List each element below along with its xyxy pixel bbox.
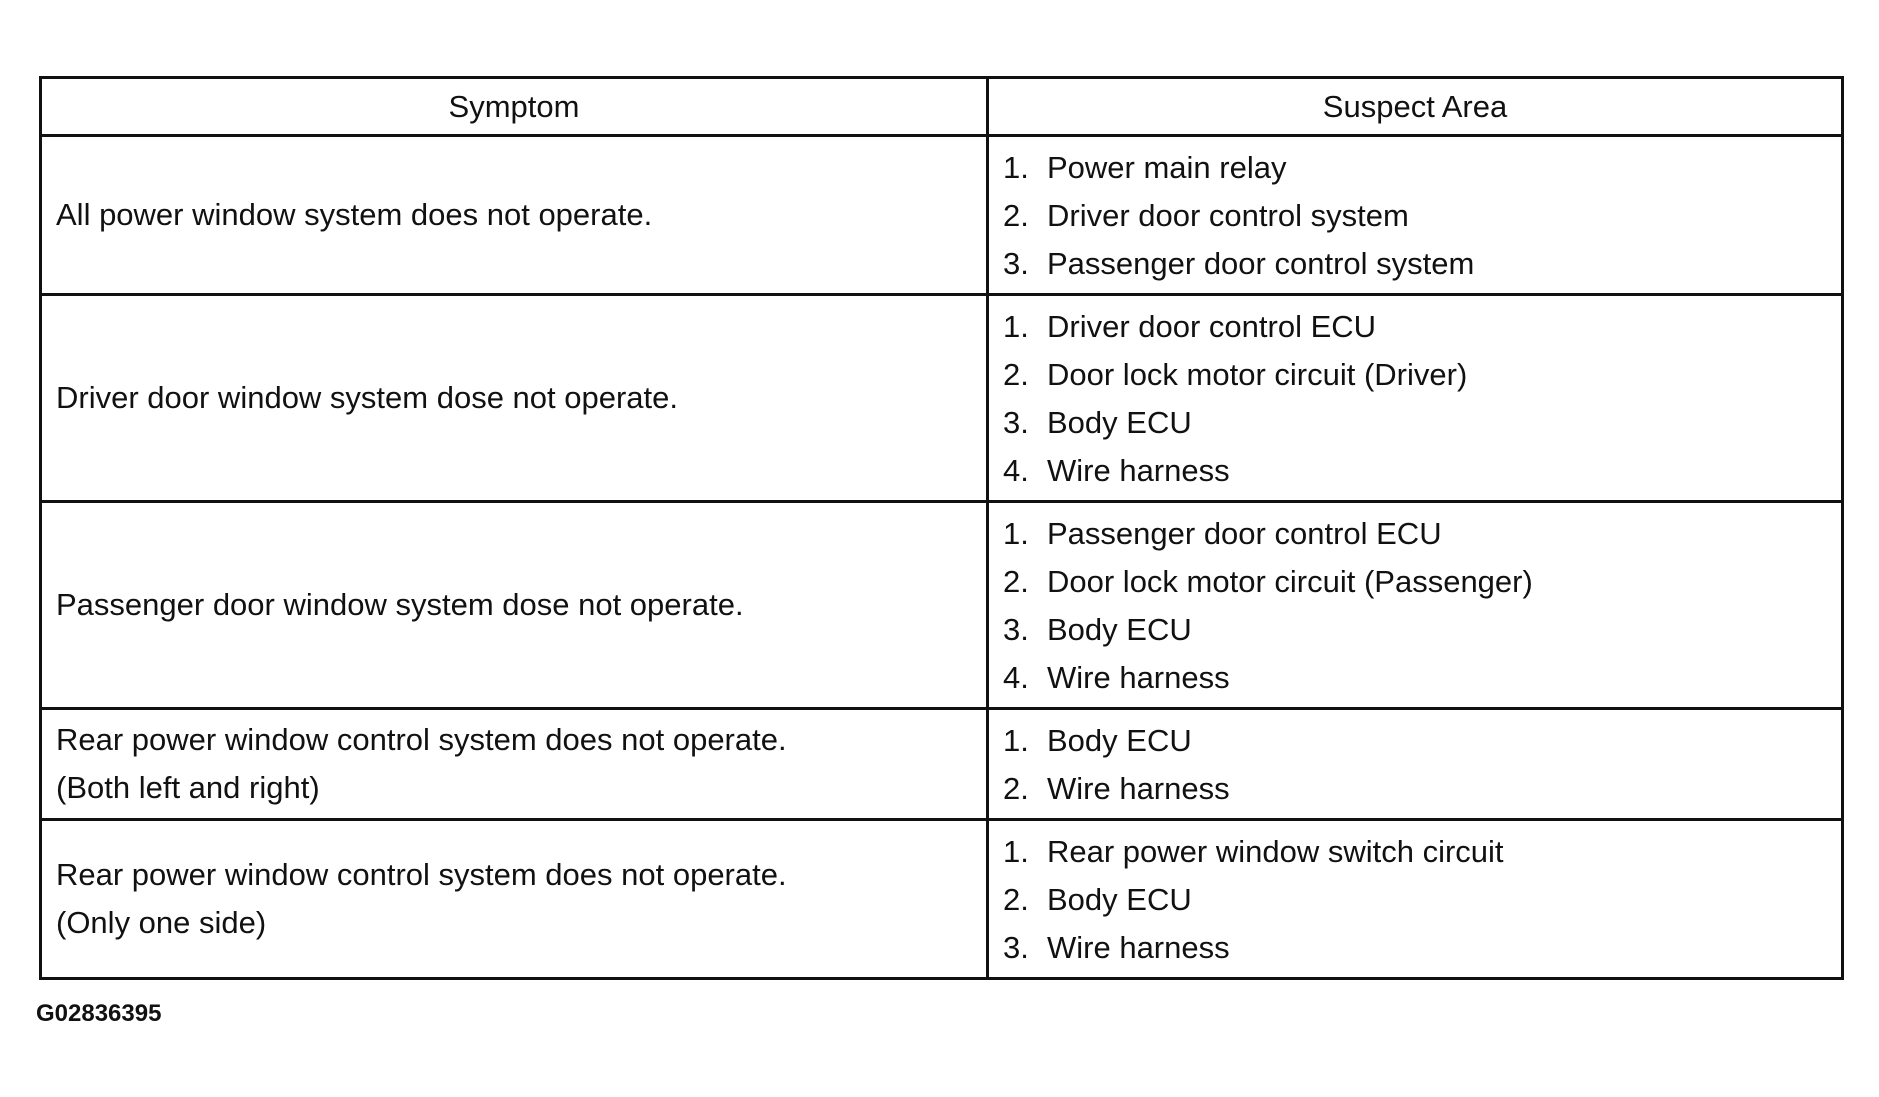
symptom-cell: [41, 136, 988, 295]
symptom-note: (Only one side): [56, 905, 267, 940]
figure-id-label: G02836395: [36, 1000, 162, 1027]
item-number: 1.: [1003, 723, 1029, 758]
symptom-text: Rear power window control system does not operate.: [56, 857, 787, 892]
item-number: 2.: [1003, 198, 1029, 233]
item-number: 4.: [1003, 660, 1029, 695]
suspect-item: [1003, 240, 1827, 288]
item-text: Wire harness: [1047, 453, 1230, 488]
suspect-area-cell: [988, 709, 1843, 820]
suspect-item: [1003, 351, 1827, 399]
suspect-item: [1003, 399, 1827, 447]
suspect-item: [1003, 765, 1827, 813]
suspect-item: [1003, 192, 1827, 240]
table-row: [41, 295, 1843, 502]
suspect-item: [1003, 510, 1827, 558]
item-number: 2.: [1003, 882, 1029, 917]
header-symptom: Symptom: [41, 78, 988, 136]
item-number: 3.: [1003, 612, 1029, 647]
item-number: 1.: [1003, 834, 1029, 869]
suspect-item: [1003, 876, 1827, 924]
symptom-cell: [41, 502, 988, 709]
suspect-item: [1003, 606, 1827, 654]
symptom-text: All power window system does not operate.: [56, 197, 653, 232]
item-text: Body ECU: [1047, 882, 1192, 917]
suspect-area-cell: [988, 502, 1843, 709]
item-text: Body ECU: [1047, 723, 1192, 758]
item-text: Passenger door control system: [1047, 246, 1475, 281]
symptom-note: (Both left and right): [56, 770, 320, 805]
symptom-cell: [41, 709, 988, 820]
symptom-text: Driver door window system dose not operate.: [56, 380, 679, 415]
item-text: Wire harness: [1047, 771, 1230, 806]
suspect-item: [1003, 303, 1827, 351]
item-text: Door lock motor circuit (Driver): [1047, 357, 1468, 392]
suspect-item: [1003, 924, 1827, 972]
suspect-item: [1003, 558, 1827, 606]
suspect-area-cell: [988, 136, 1843, 295]
item-number: 2.: [1003, 564, 1029, 599]
item-number: 1.: [1003, 150, 1029, 185]
item-text: Wire harness: [1047, 660, 1230, 695]
item-text: Body ECU: [1047, 612, 1192, 647]
item-number: 2.: [1003, 771, 1029, 806]
item-text: Power main relay: [1047, 150, 1287, 185]
table-row: [41, 136, 1843, 295]
suspect-item: [1003, 144, 1827, 192]
item-number: 3.: [1003, 930, 1029, 965]
table-row: [41, 709, 1843, 820]
suspect-item: [1003, 828, 1827, 876]
troubleshooting-table-container: [39, 76, 1844, 980]
item-number: 2.: [1003, 357, 1029, 392]
symptom-text: Rear power window control system does not operate.: [56, 722, 787, 757]
suspect-area-cell: [988, 295, 1843, 502]
suspect-area-cell: [988, 820, 1843, 979]
table-row: [41, 502, 1843, 709]
suspect-item: [1003, 717, 1827, 765]
item-text: Passenger door control ECU: [1047, 516, 1442, 551]
item-text: Driver door control system: [1047, 198, 1409, 233]
header-suspect-area: Suspect Area: [988, 78, 1843, 136]
table-header-row: [41, 78, 1843, 136]
item-number: 1.: [1003, 516, 1029, 551]
symptom-cell: [41, 295, 988, 502]
item-text: Rear power window switch circuit: [1047, 834, 1504, 869]
item-text: Body ECU: [1047, 405, 1192, 440]
item-number: 1.: [1003, 309, 1029, 344]
symptom-cell: [41, 820, 988, 979]
suspect-item: [1003, 654, 1827, 702]
troubleshooting-table: [39, 76, 1844, 980]
table-row: [41, 820, 1843, 979]
symptom-text: Passenger door window system dose not operate.: [56, 587, 744, 622]
item-text: Door lock motor circuit (Passenger): [1047, 564, 1533, 599]
item-text: Wire harness: [1047, 930, 1230, 965]
item-number: 3.: [1003, 405, 1029, 440]
item-number: 4.: [1003, 453, 1029, 488]
item-number: 3.: [1003, 246, 1029, 281]
item-text: Driver door control ECU: [1047, 309, 1377, 344]
suspect-item: [1003, 447, 1827, 495]
